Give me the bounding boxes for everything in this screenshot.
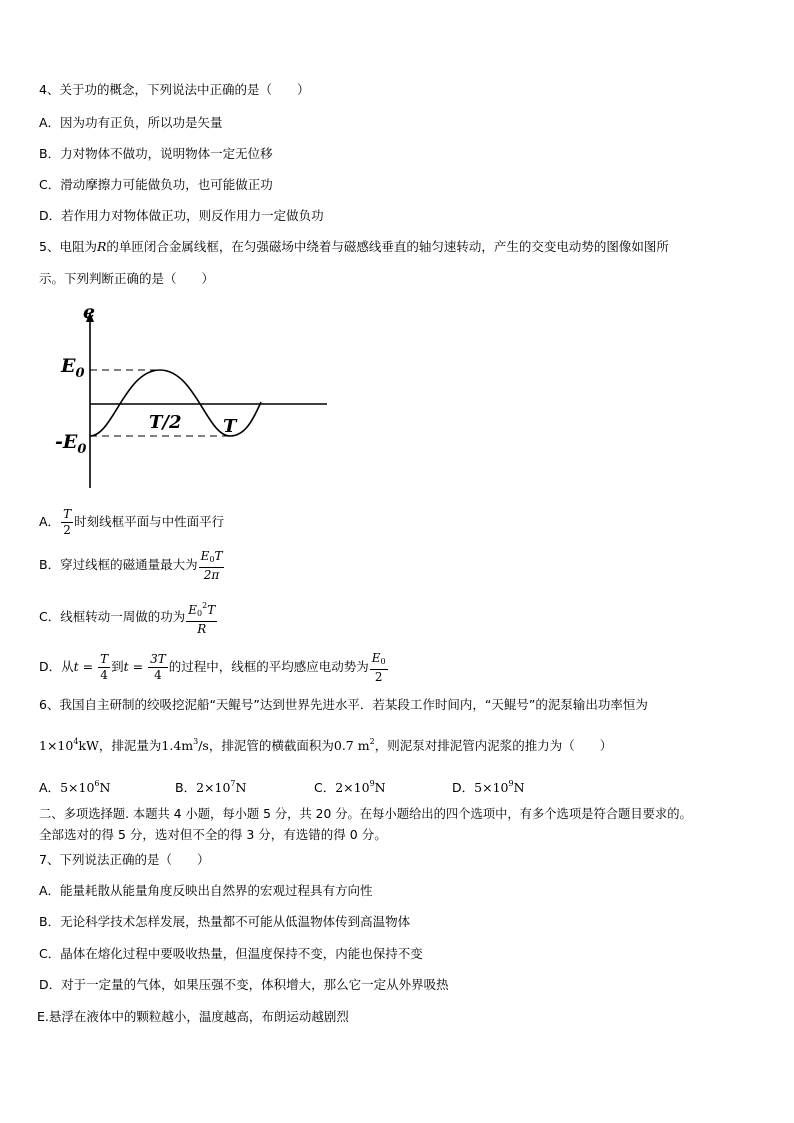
q5-stem-line1: 5、电阻为R的单匝闭合金属线框，在匀强磁场中绕着与磁感线垂直的轴匀速转动，产生的交变电动势的图像如图所 [39,239,669,254]
e0-label: $E_0$ [61,355,85,381]
q5-option-b: B．穿过线框的磁通量最大为 $\frac{E_0T}{2\pi}$ [39,548,223,582]
q4-option-d: D．若作用力对物体做正功，则反作用力一定做负功 [39,208,324,223]
q4-stem: 4、关于功的概念，下列说法中正确的是（ ） [39,82,310,97]
section2-heading-line2: 全部选对的得 5 分，选对但不全的得 3 分，有选错的得 0 分。 [39,827,387,842]
section2-heading-line1: 二、多项选择题. 本题共 4 小题，每小题 5 分，共 20 分。在每小题给出的四个选项中，有多个选项是符合题目要求的。 [39,807,692,821]
q7-option-d: D．对于一定量的气体，如果压强不变，体积增大，那么它一定从外界吸热 [39,977,449,992]
q4-option-b: B．力对物体不做功，说明物体一定无位移 [39,146,273,161]
emf-graph [55,298,340,490]
q5-option-d: D．从t = $\frac{T}{4}$ 到t = $\frac{3T}{4}$ 的过程中，线框的平均感应电动势为 $\frac{E_0}{2}$ [39,650,386,684]
q6-option-b: B．$2\times 10^7N$ [175,779,247,795]
q6-option-d: D．$5\times 10^9N$ [452,779,525,795]
q6-option-a: A．$5\times 10^6N$ [39,779,111,795]
period-label: T [223,416,237,437]
q4-option-c: C．滑动摩擦力可能做负功，也可能做正功 [39,177,273,192]
half-period-label: T/2 [149,412,182,433]
q6-option-c: C．$2\times 10^9N$ [314,779,386,795]
q7-option-b: B．无论科学技术怎样发展，热量都不可能从低温物体传到高温物体 [39,914,411,929]
q7-option-c: C．晶体在熔化过程中要吸收热量，但温度保持不变，内能也保持不变 [39,946,423,961]
q5-option-a: A． $\frac{T}{2}$ 时刻线框平面与中性面平行 [39,507,225,537]
q5-stem-line2: 示。下列判断正确的是（ ） [39,271,215,286]
q5-option-c: C．线框转动一周做的功为 $\frac{E_0^2T}{R}$ [39,598,218,637]
q6-stem-values: $1\times 10^4kW$，排泥量为$1.4m^3/s$，排泥管的横截面积为0.7 $m^2$，则泥泵对排泥管内泥浆的推力为（ ） [39,737,613,753]
q7-option-e: E.悬浮在液体中的颗粒越小，温度越高，布朗运动越剧烈 [37,1009,349,1024]
q7-option-a: A．能量耗散从能量角度反映出自然界的宏观过程具有方向性 [39,883,373,898]
q4-option-a: A．因为功有正负，所以功是矢量 [39,115,223,130]
neg-e0-label: $-E_0$ [55,431,87,457]
q6-stem: 6、我国自主研制的绞吸挖泥船“天鲲号”达到世界先进水平．若某段工作时间内，“天鲲号”的泥泵输出功率恒为 [39,697,648,712]
y-axis-label: e [83,301,96,323]
q7-stem: 7、下列说法正确的是（ ） [39,852,210,867]
